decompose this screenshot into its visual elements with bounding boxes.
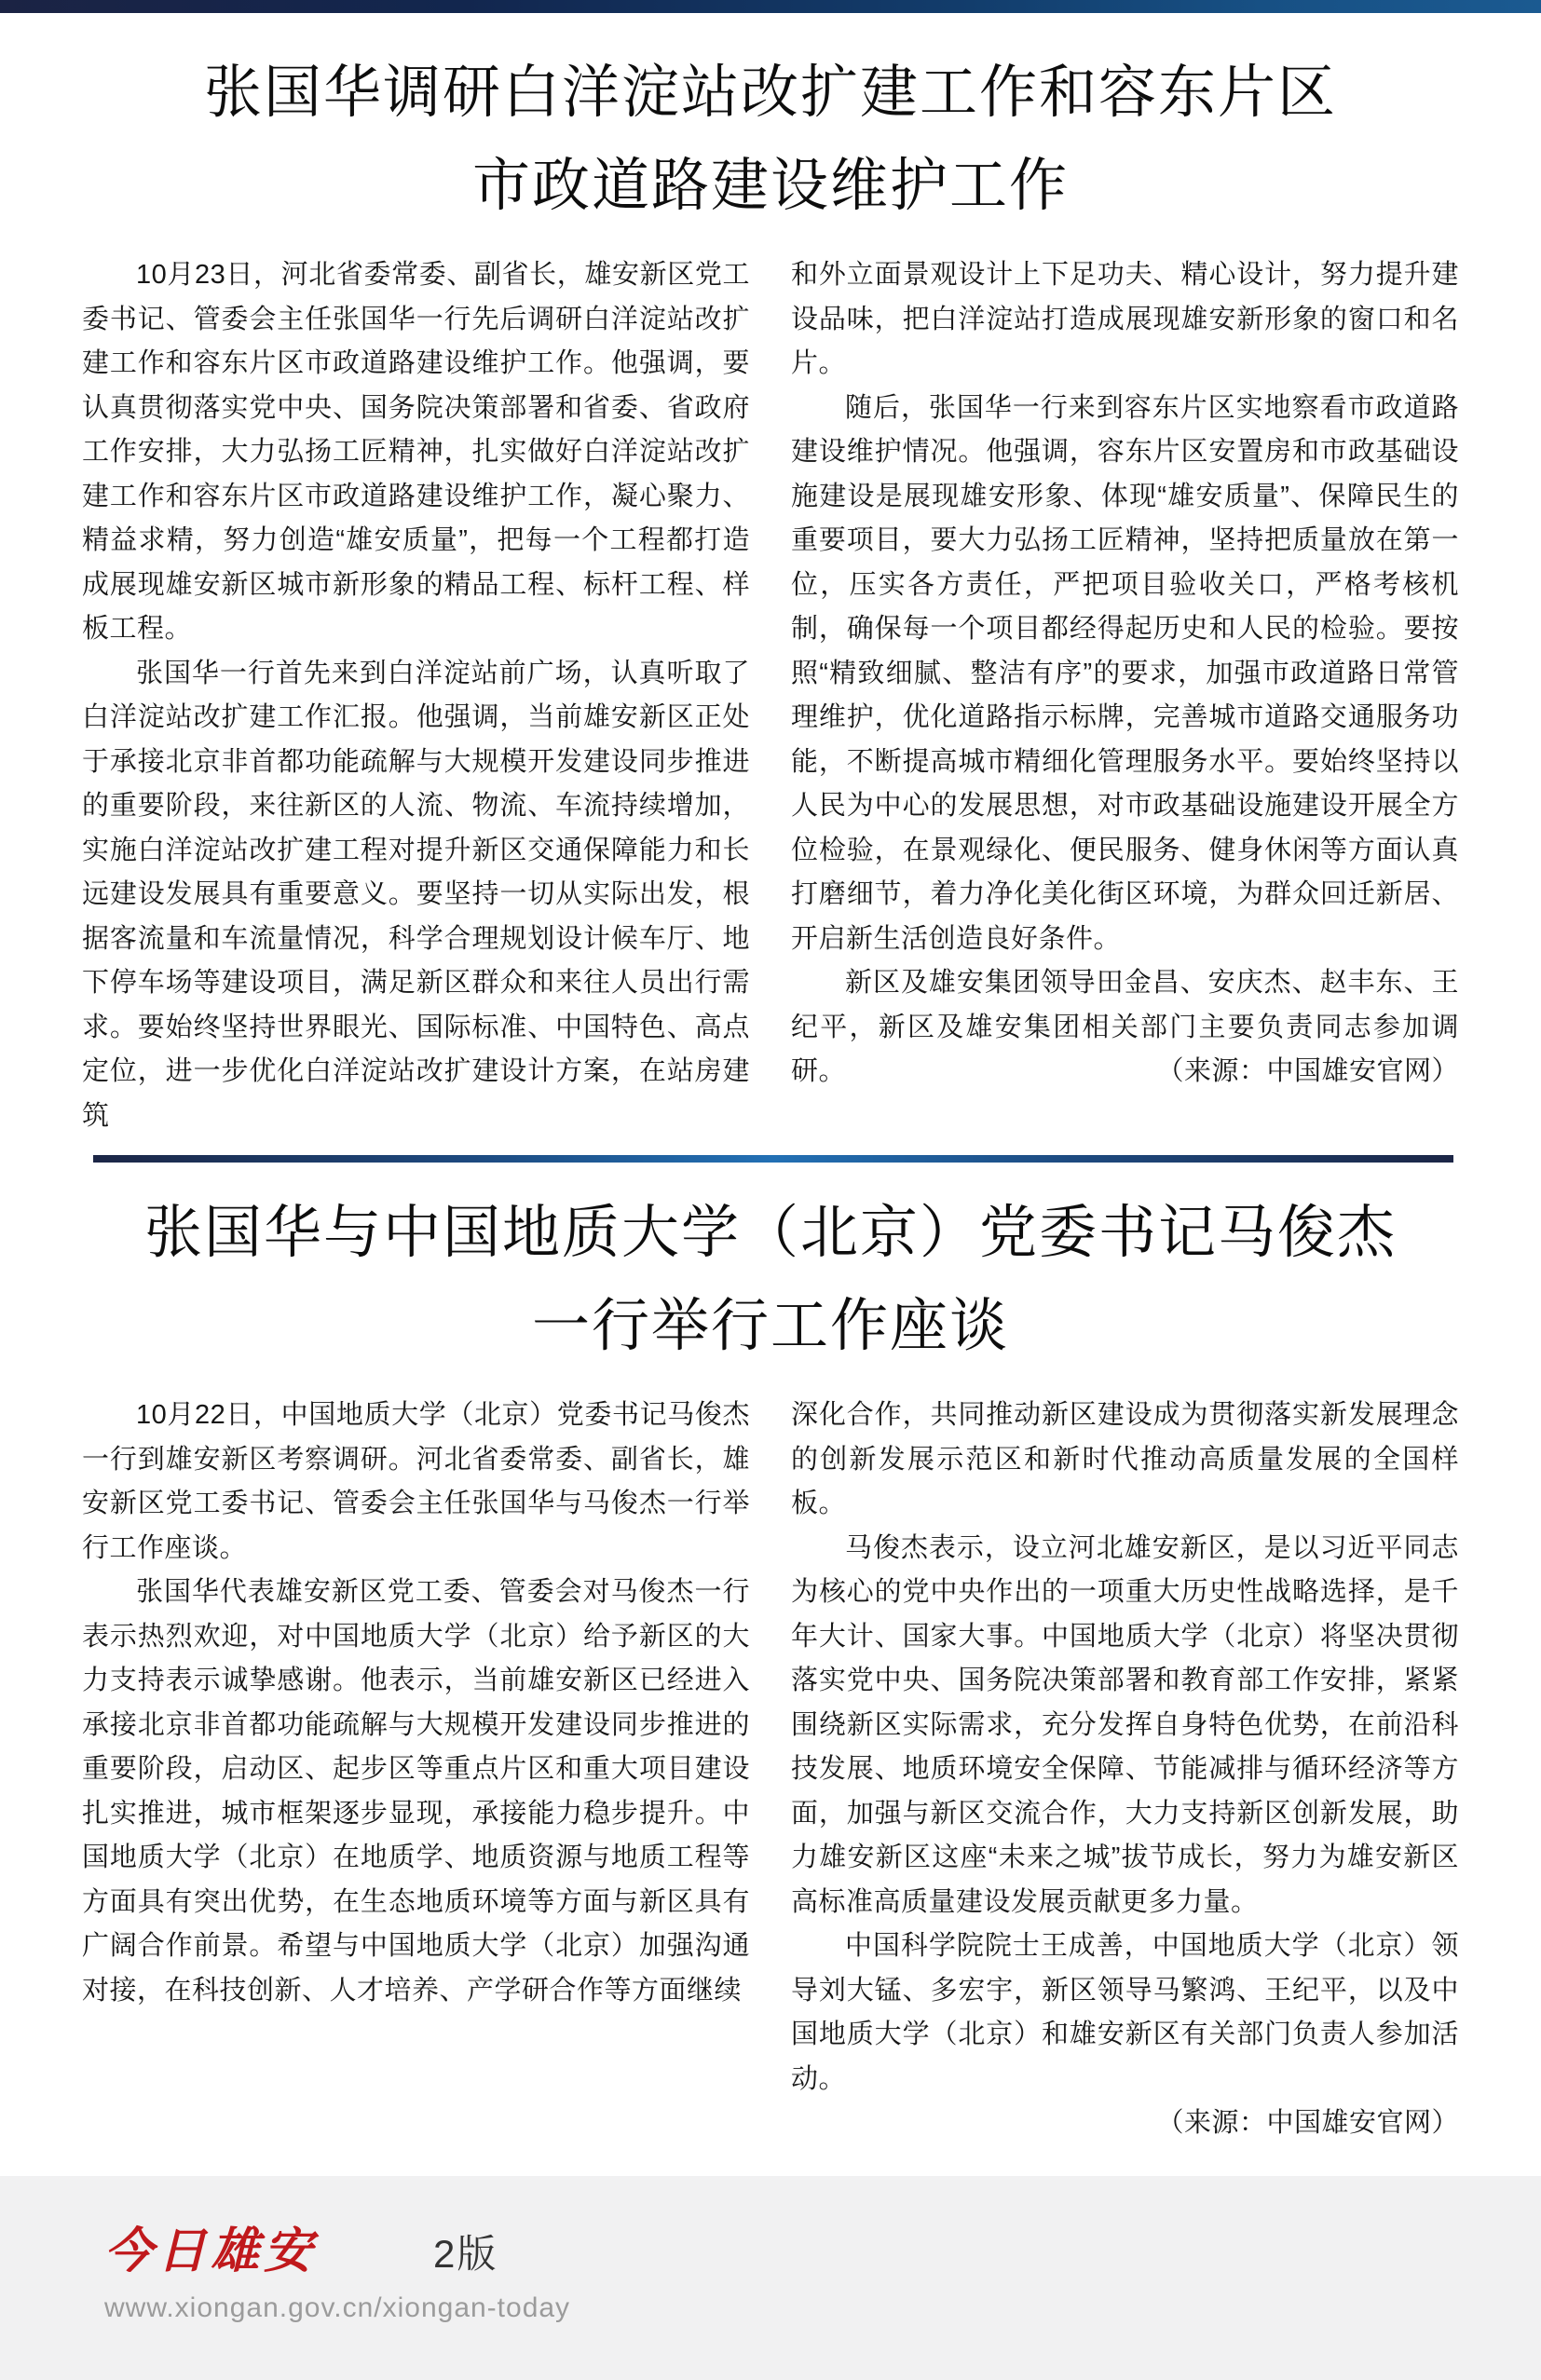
body-paragraph: 马俊杰表示，设立河北雄安新区，是以习近平同志为核心的党中央作出的一项重大历史性战略选择，是千年大计、国家大事。中国地质大学（北京）将坚决贯彻落实党中央、国务院决策部署和教育部工作安排，紧紧围绕新区实际需求，充分发挥自身特色优势，在前沿科技发展、地质环境安全保障、节能减排与循环经济等方面，加强与新区交流合作，大力支持新区创新发展，助力雄安新区这座“未来之城”拔节成长，努力为雄安新区高标准高质量建设发展贡献更多力量。 xyxy=(791,1532,1459,1917)
body-paragraph: 10月22日，中国地质大学（北京）党委书记马俊杰一行到雄安新区考察调研。河北省委常委、副省长，雄安新区党工委书记、管委会主任张国华与马俊杰一行举行工作座谈。 xyxy=(82,1400,750,1563)
footer-url: www.xiongan.gov.cn/xiongan-today xyxy=(104,2292,571,2323)
article-1-column-left xyxy=(82,253,750,1138)
article-2-column-left xyxy=(82,1394,750,2146)
top-accent-bar xyxy=(0,0,1541,13)
body-paragraph: 随后，张国华一行来到容东片区实地察看市政道路建设维护情况。他强调，容东片区安置房和市政基础设施建设是展现雄安形象、体现“雄安质量”、保障民生的重要项目，要大力弘扬工匠精神，坚持把质量放在第一位，压实各方责任，严把项目验收关口，严格考核机制，确保每一个项目都经得起历史和人民的检验。要按照“精致细腻、整洁有序”的要求，加强市政道路日常管理维护，优化道路指示标牌，完善城市道路交通服务功能，不断提高城市精细化管理服务水平。要始终坚持以人民为中心的发展思想，对市政基础设施建设开展全方位检验，在景观绿化、便民服务、健身休闲等方面认真打磨细节，着力净化美化街区环境，为群众回迁新居、开启新生活创造良好条件。 xyxy=(791,392,1459,954)
article-1-column-right xyxy=(791,253,1459,1138)
article-1-body xyxy=(0,253,1541,1138)
article-1-title-line-2: 市政道路建设维护工作 xyxy=(471,155,1069,218)
article-1-title xyxy=(56,47,1485,233)
body-paragraph: 和外立面景观设计上下足功夫、精心设计，努力提升建设品味，把白洋淀站打造成展现雄安新形象的窗口和名片。 xyxy=(791,260,1459,378)
article-2-column-right xyxy=(791,1394,1459,2146)
footer-masthead-row xyxy=(104,2211,1541,2281)
page-footer xyxy=(0,2176,1541,2380)
source-credit: （来源：中国雄安官网） xyxy=(1156,2108,1459,2138)
body-paragraph: 深化合作，共同推动新区建设成为贯彻落实新发展理念的创新发展示范区和新时代推动高质量发展的全国样板。 xyxy=(791,1400,1459,1518)
source-credit: （来源：中国雄安官网） xyxy=(1156,1056,1459,1086)
section-divider xyxy=(93,1155,1453,1163)
article-1-title-line-1: 张国华调研白洋淀站改扩建工作和容东片区 xyxy=(203,61,1337,125)
body-paragraph: 新区及雄安集团领导田金昌、安庆杰、赵丰东、王纪平，新区及雄安集团相关部门主要负责同志参加调研。 （来源：中国雄安官网） xyxy=(791,961,1459,1095)
article-2-title xyxy=(56,1187,1485,1373)
newsletter-page xyxy=(0,47,1541,2380)
page-number: 2版 xyxy=(433,2231,498,2276)
body-paragraph: 10月23日，河北省委常委、副省长，雄安新区党工委书记、管委会主任张国华一行先后调研白洋淀站改扩建工作和容东片区市政道路建设维护工作。他强调，要认真贯彻落实党中央、国务院决策部署和省委、省政府工作安排，大力弘扬工匠精神，扎实做好白洋淀站改扩建工作和容东片区市政道路建设维护工作，凝心聚力、精益求精，努力创造“雄安质量”，把每一个工程都打造成展现雄安新区城市新形象的精品工程、标杆工程、样板工程。 xyxy=(82,260,750,644)
article-2 xyxy=(0,1187,1541,2146)
masthead-logo: 今日雄安 xyxy=(104,2224,318,2278)
body-paragraph: 张国华代表雄安新区党工委、管委会对马俊杰一行表示热烈欢迎，对中国地质大学（北京）给予新区的大力支持表示诚挚感谢。他表示，当前雄安新区已经进入承接北京非首都功能疏解与大规模开发建设同步推进的重要阶段，启动区、起步区等重点片区和重大项目建设扎实推进，城市框架逐步显现，承接能力稳步提升。中国地质大学（北京）在地质学、地质资源与地质工程等方面具有突出优势，在生态地质环境等方面与新区具有广阔合作前景。希望与中国地质大学（北京）加强沟通对接，在科技创新、人才培养、产学研合作等方面继续 xyxy=(82,1577,750,2006)
article-2-title-line-2: 一行举行工作座谈 xyxy=(531,1295,1009,1358)
article-2-body xyxy=(0,1394,1541,2146)
body-paragraph: 张国华一行首先来到白洋淀站前广场，认真听取了白洋淀站改扩建工作汇报。他强调，当前雄安新区正处于承接北京非首都功能疏解与大规模开发建设同步推进的重要阶段，来往新区的人流、物流、车流持续增加，实施白洋淀站改扩建工程对提升新区交通保障能力和长远建设发展具有重要意义。要坚持一切从实际出发，根据客流量和车流量情况，科学合理规划设计候车厅、地下停车场等建设项目，满足新区群众和来往人员出行需求。要始终坚持世界眼光、国际标准、中国特色、高点定位，进一步优化白洋淀站改扩建设计方案，在站房建筑 xyxy=(82,658,750,1131)
body-paragraph: 中国科学院院士王成善，中国地质大学（北京）领导刘大锰、多宏宇，新区领导马繁鸿、王纪平，以及中国地质大学（北京）和雄安新区有关部门负责人参加活动。 xyxy=(791,1931,1459,2094)
article-2-title-line-1: 张国华与中国地质大学（北京）党委书记马俊杰 xyxy=(143,1202,1397,1265)
article-1 xyxy=(0,47,1541,1138)
